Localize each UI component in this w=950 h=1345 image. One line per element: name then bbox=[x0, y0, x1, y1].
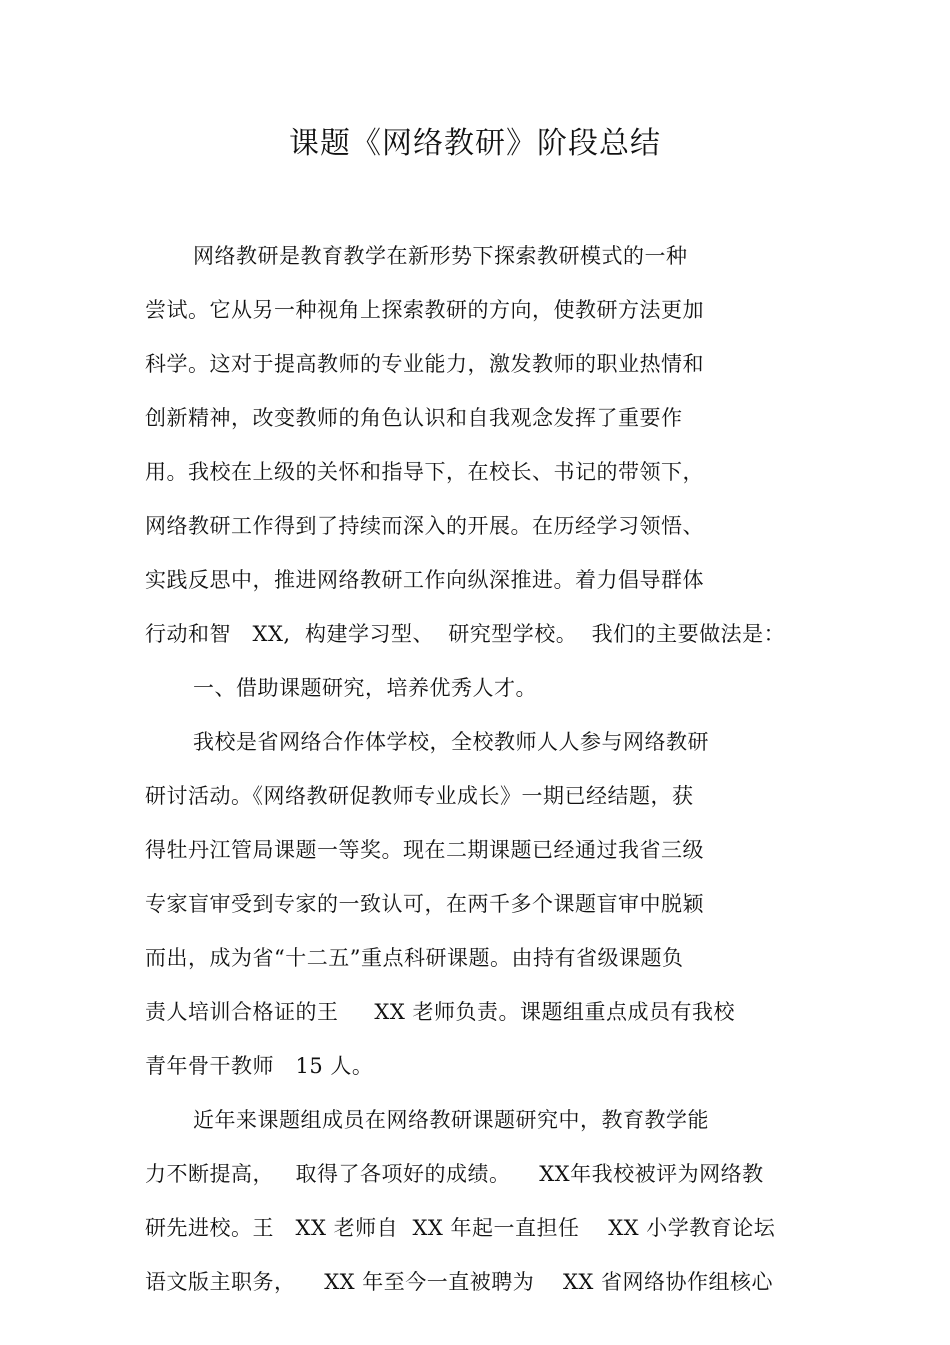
paragraph-line: 而出，成为省“十二五”重点科研课题。由持有省级课题负 bbox=[145, 946, 684, 970]
paragraph-line: 尝试。它从另一种视角上探索教研的方向，使教研方法更加 bbox=[145, 298, 704, 322]
paragraph-line: 网络教研是教育教学在新形势下探索教研模式的一种 bbox=[193, 244, 688, 268]
paragraph-line: 创新精神，改变教师的角色认识和自我观念发挥了重要作 bbox=[145, 406, 683, 430]
paragraph-line: 得牡丹江管局课题一等奖。现在二期课题已经通过我省三级 bbox=[145, 838, 704, 862]
paragraph-line: 科学。这对于提高教师的专业能力，激发教师的职业热情和 bbox=[145, 352, 704, 376]
paragraph-line: 语文版主职务， XX 年至今一直被聘为 XX 省网络协作组核心 bbox=[145, 1270, 774, 1294]
paragraph-line: 责人培训合格证的王 XX 老师负责。课题组重点成员有我校 bbox=[145, 1000, 735, 1024]
paragraph-line: 实践反思中，推进网络教研工作向纵深推进。着力倡导群体 bbox=[145, 568, 704, 592]
paragraph-line: 专家盲审受到专家的一致认可，在两千多个课题盲审中脱颖 bbox=[145, 892, 704, 916]
paragraph-line: 研先进校。王 XX 老师自 XX 年起一直担任 XX 小学教育论坛 bbox=[145, 1216, 776, 1240]
paragraph-line: 研讨活动。《网络教研促教师专业成长》一期已经结题，获 bbox=[145, 784, 694, 808]
paragraph-line: 我校是省网络合作体学校，全校教师人人参与网络教研 bbox=[193, 730, 709, 754]
section-heading: 一、借助课题研究，培养优秀人才。 bbox=[193, 676, 537, 700]
document-title: 课题《网络教研》阶段总结 bbox=[289, 126, 661, 161]
paragraph-line: 网络教研工作得到了持续而深入的开展。在历经学习领悟、 bbox=[145, 514, 704, 538]
paragraph-line: 青年骨干教师 15 人。 bbox=[145, 1054, 374, 1078]
paragraph-line: 用。我校在上级的关怀和指导下，在校长、书记的带领下， bbox=[145, 460, 704, 484]
paragraph-line: 行动和智 XX, 构建学习型、 研究型学校。 我们的主要做法是： bbox=[145, 622, 786, 646]
paragraph-line: 近年来课题组成员在网络教研课题研究中，教育教学能 bbox=[193, 1108, 709, 1132]
paragraph-line: 力不断提高， 取得了各项好的成绩。 XX年我校被评为网络教 bbox=[145, 1162, 764, 1186]
